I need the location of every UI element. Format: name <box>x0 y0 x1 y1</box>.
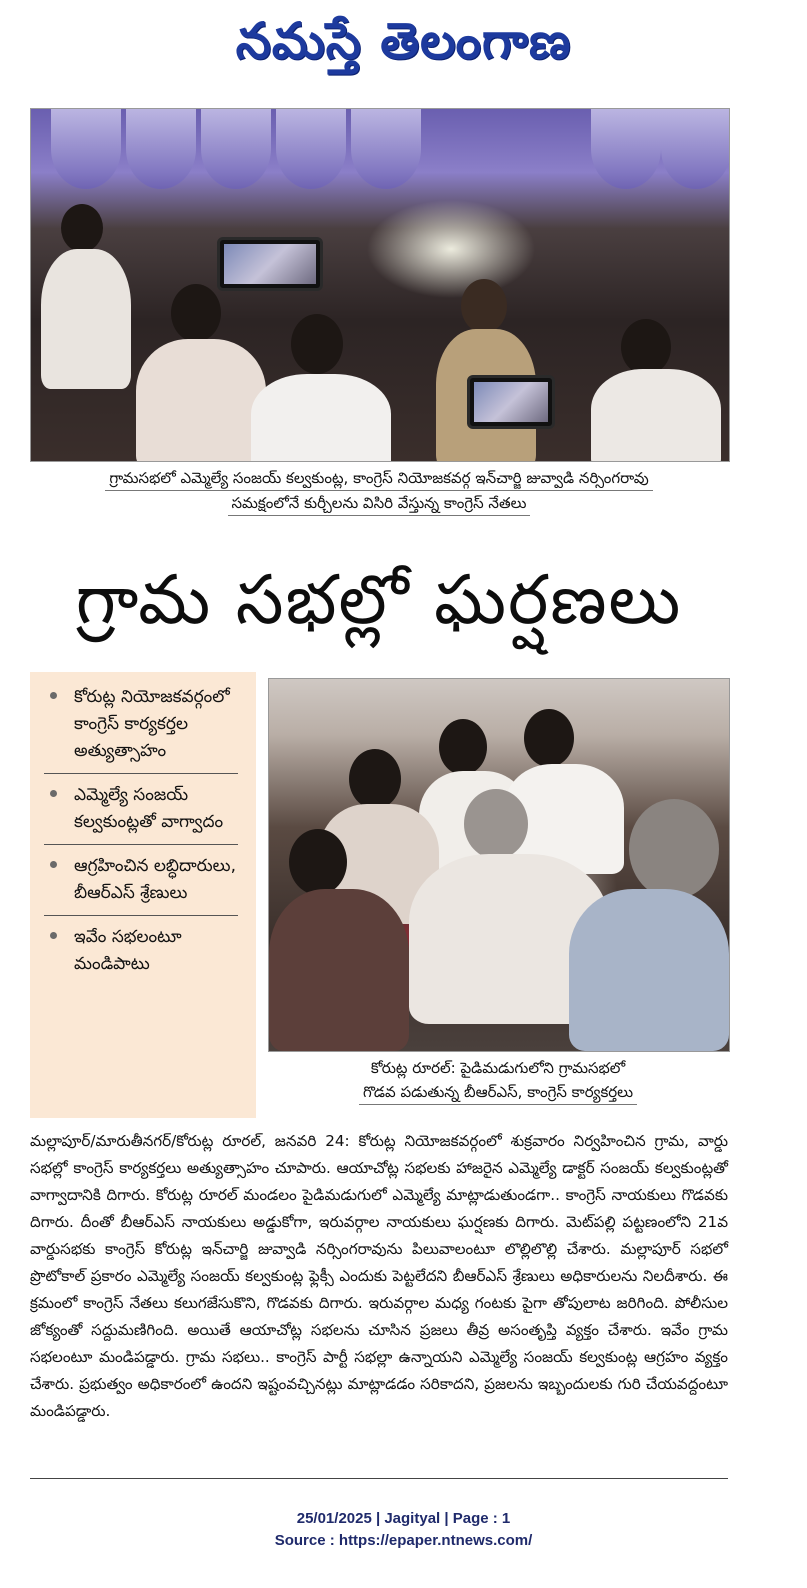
bullet-icon <box>50 692 57 699</box>
divider <box>30 1478 728 1479</box>
person-body <box>136 339 266 462</box>
drape <box>201 109 271 189</box>
footer-edition-info: 25/01/2025 | Jagityal | Page : 1 <box>296 1510 511 1527</box>
person-head <box>349 749 401 809</box>
photo2-caption <box>268 1056 728 1105</box>
photo1-caption-line2: సమక్షంలోనే కుర్చీలను విసిరి వేస్తున్న కాంగ్రెస్ నేతలు <box>228 491 531 516</box>
person-head <box>171 284 221 342</box>
drape <box>126 109 196 189</box>
person-body <box>569 889 729 1051</box>
person-head <box>464 789 528 859</box>
highlight-text: ఆగ్రహించిన లబ్ధిదారులు, బీఆర్ఎస్ శ్రేణులు <box>74 856 236 903</box>
person-body <box>251 374 391 462</box>
person-head <box>61 204 103 252</box>
bullet-icon <box>50 932 57 939</box>
masthead-title: నమస్తే తెలంగాణ <box>235 12 572 70</box>
photo1-caption-line1: గ్రామసభలో ఎమ్మెల్యే సంజయ్ కల్వకుంట్ల, కాంగ్రెస్ నియోజకవర్గ ఇన్‌చార్జి జువ్వాడి నర్సింగరావు <box>105 466 652 491</box>
footer-source: Source : https://epaper.ntnews.com/ <box>274 1532 533 1549</box>
person-head <box>629 799 719 899</box>
person-body <box>41 249 131 389</box>
highlight-text: ఎమ్మెల్యే సంజయ్ కల్వకుంట్లతో వాగ్వాదం <box>74 785 224 832</box>
photo2-caption-line2: గొడవ పడుతున్న బీఆర్ఎస్, కాంగ్రెస్ కార్యకర్తలు <box>359 1080 637 1105</box>
highlight-text: కోరుట్ల నియోజకవర్గంలో కాంగ్రెస్ కార్యకర్తల అత్యుత్సాహం <box>74 687 230 761</box>
photo1-caption <box>30 466 728 516</box>
news-photo-gram-sabha <box>30 108 730 462</box>
person-body <box>269 889 409 1051</box>
highlight-item <box>44 676 238 774</box>
highlight-text: ఇవేం సభలంటూ మండిపాటు <box>74 927 182 974</box>
drape <box>591 109 661 189</box>
highlight-item <box>44 845 238 916</box>
person-head <box>289 829 347 895</box>
bullet-icon <box>50 790 57 797</box>
headline: గ్రామ సభల్లో ఘర్షణలు <box>75 561 683 640</box>
person-head <box>291 314 343 374</box>
highlight-item <box>44 774 238 845</box>
news-photo-scuffle <box>268 678 730 1052</box>
article-body: మల్లాపూర్/మారుతీనగర్/కోరుట్ల రూరల్, జనవరి 24: కోరుట్ల నియోజకవర్గంలో శుక్రవారం నిర్వహించిన గ్రామ, వార్డు సభల్లో కాంగ్రెస్ కార్యకర్తలు అత్యుత్సాహం చూపారు. ఆయాచోట్ల సభలకు హాజరైన ఎమ్మెల్యే డాక్టర్ సంజయ్ కల్వకుంట్లతో వాగ్వాదానికి దిగారు. కోరుట్ల రూరల్ మండలం పైడిమడుగులో ఎమ్మెల్యే మాట్లాడుతుండగా.. కాంగ్రెస్ నాయకులు గొడవకు దిగారు. దీంతో బీఆర్ఎస్ నాయకులు అడ్డుకోగా, ఇరువర్గాల నాయకులు ఘర్షణకు దిగారు. మెట్‌పల్లి పట్టణంలోని 21వ వార్డుసభకు కాంగ్రెస్ కోరుట్ల ఇన్‌చార్జి జువ్వాడి నర్సింగరావును పిలువాలంటూ లొల్లిలొల్లి చేశారు. మల్లాపూర్ సభలో ప్రొటోకాల్ ప్రకారం ఎమ్మెల్యే సంజయ్ కల్వకుంట్ల ఫ్లెక్సీ ఎందుకు పెట్టలేదని బీఆర్ఎస్ శ్రేణులు అధికారులను నిలదీశారు. ఈ క్రమంలో కాంగ్రెస్ నేతలు కలుగజేసుకొని, గొడవకు దిగారు. ఇరువర్గాల మధ్య గంటకు పైగా తోపులాట జరిగింది. పోలీసుల జోక్యంతో సద్దుమణిగింది. అయితే ఆయాచోట్ల సభలను చూసిన ప్రజలు తీవ్ర అసంతృప్తి వ్యక్తం చేశారు. ఇవేం గ్రామ సభలంటూ మండిపడ్డారు. గ్రామ సభలు.. కాంగ్రెస్ పార్టీ సభల్లా ఉన్నాయని ఎమ్మెల్యే సంజయ్ కల్వకుంట్ల ఆగ్రహం వ్యక్తం చేశారు. ప్రభుత్వం అధికారంలో ఉందని ఇష్టంవచ్చినట్లు మాట్లాడడం సరికాదని, ప్రజలను ఇబ్బందులకు గురి చేయవద్దంటూ మండిపడ్డారు. <box>30 1132 728 1420</box>
drape <box>51 109 121 189</box>
masthead <box>0 6 807 76</box>
highlights-box <box>30 672 256 1118</box>
person-head <box>524 709 574 767</box>
drape <box>661 109 730 189</box>
drape <box>351 109 421 189</box>
bullet-icon <box>50 861 57 868</box>
person-head <box>621 319 671 375</box>
drape <box>276 109 346 189</box>
phone <box>467 375 555 429</box>
person-head <box>461 279 507 333</box>
person-head <box>439 719 487 775</box>
highlight-item <box>44 916 238 986</box>
photo2-caption-line1: కోరుట్ల రూరల్: పైడిమడుగులోని గ్రామసభలో <box>370 1059 626 1077</box>
person-body <box>591 369 721 462</box>
phone <box>217 237 323 291</box>
